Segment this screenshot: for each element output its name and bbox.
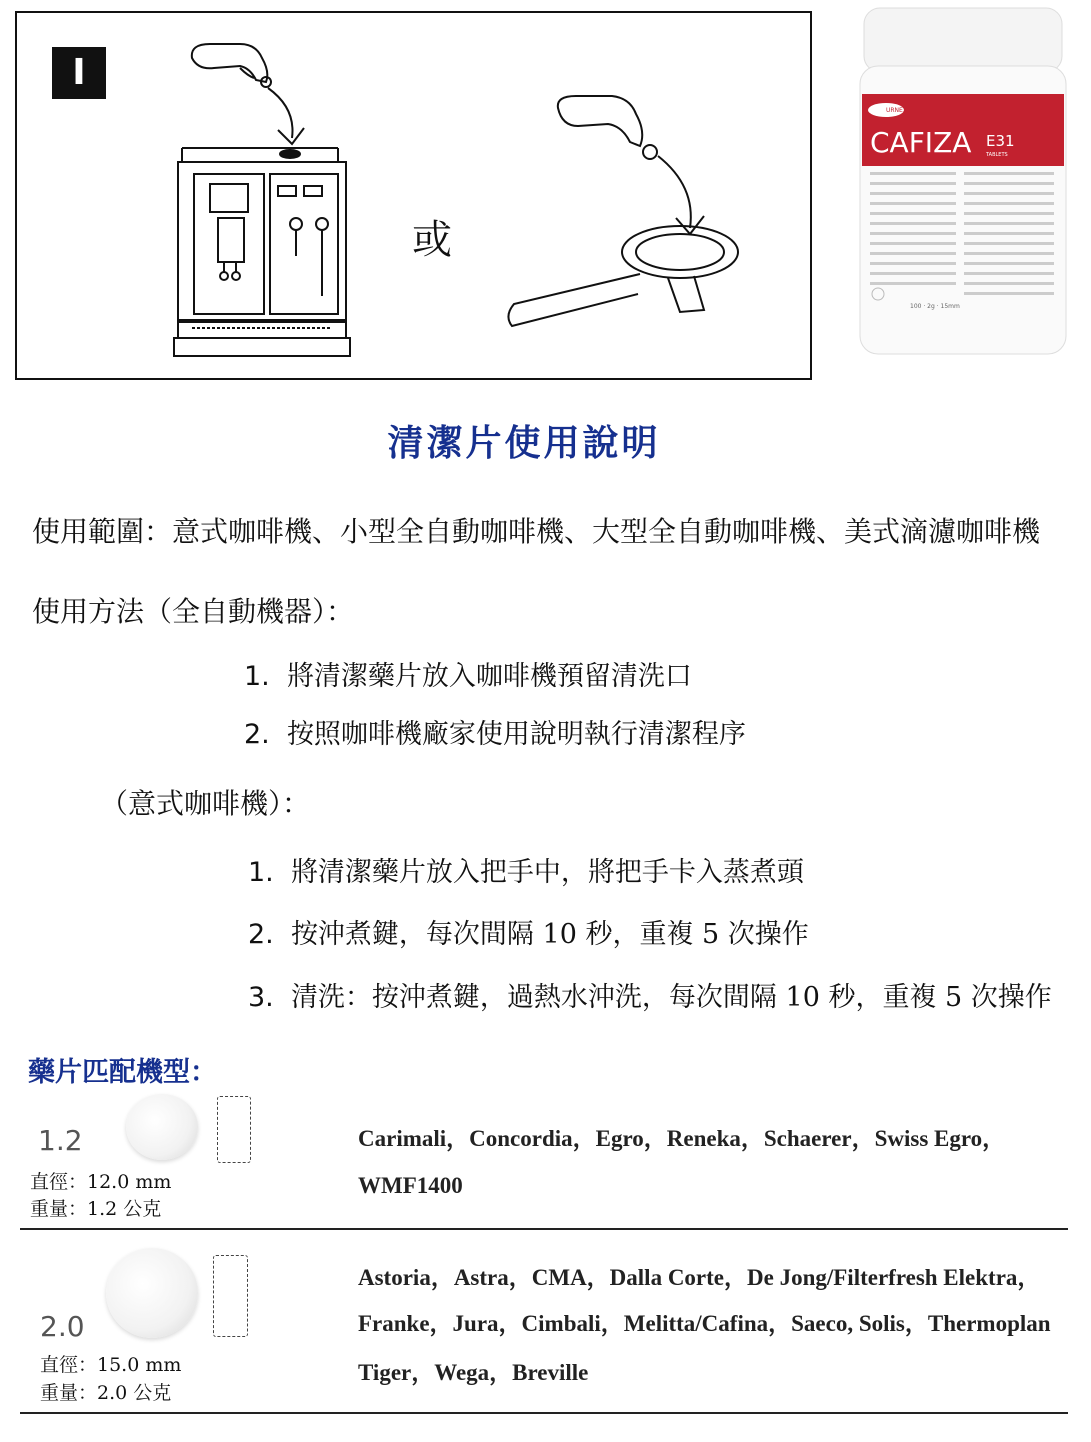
tablet-diameter: 直徑：15.0 mm (40, 1354, 182, 1376)
product-sub: TABLETS (986, 152, 1008, 158)
espresso-method-heading: （意式咖啡機）： (100, 787, 311, 820)
step-number: 2. (248, 919, 274, 950)
auto-step-2 (244, 712, 746, 751)
tablet-models-line: Carimali，Concordia，Egro，Reneka，Schaerer，Swiss Egro， (358, 1126, 1006, 1151)
tablet-small-image (126, 1094, 198, 1160)
tablet-diameter: 直徑：12.0 mm (30, 1171, 172, 1193)
tablet-matching-title: 藥片匹配機型： (28, 1057, 217, 1088)
divider (20, 1228, 1068, 1230)
product-footer: 100 · 2g · 15mm (910, 303, 960, 310)
step-text: 將清潔藥片放入咖啡機預留清洗口 (286, 661, 692, 692)
espresso-step-1 (248, 850, 804, 889)
coffee-machine-icon (170, 38, 360, 360)
tablet-weight: 重量：2.0 公克 (40, 1382, 172, 1404)
step-number: 3. (248, 982, 274, 1013)
cafiza-product-jar (858, 6, 1068, 358)
step-number: 1. (244, 661, 270, 692)
step-text: 按照咖啡機廠家使用說明執行清潔程序 (286, 719, 746, 750)
product-name: CAFIZA (870, 126, 972, 159)
tablet-size-label: 2.0 (40, 1310, 85, 1343)
espresso-step-2 (248, 912, 809, 951)
tablet-models-line: Astoria，Astra，CMA，Dalla Corte，De Jong/Filterfresh Elektra， (358, 1265, 1041, 1290)
usage-scope: 使用範圍：意式咖啡機、小型全自動咖啡機、大型全自動咖啡機、美式滴濾咖啡機 (32, 515, 1041, 548)
auto-step-1 (244, 654, 692, 693)
tablet-large-outline (213, 1255, 248, 1337)
step-text: 按沖煮鍵，每次間隔 10 秒，重複 5 次操作 (290, 919, 809, 950)
tablet-large-image (106, 1248, 198, 1338)
step-number: 2. (244, 719, 270, 750)
tablet-models-line: Tiger，Wega，Breville (358, 1360, 589, 1385)
page-title: 清潔片使用說明 (387, 422, 661, 464)
step-badge: I (52, 47, 106, 99)
tablet-models-line: Franke，Jura，Cimbali，Melitta/Cafina，Saeco, Solis，Thermoplan (358, 1311, 1051, 1336)
tablet-small-outline (217, 1096, 251, 1163)
tablet-size-label: 1.2 (38, 1124, 83, 1157)
tablet-weight: 重量：1.2 公克 (30, 1198, 162, 1220)
step-number: 1. (248, 857, 274, 888)
or-label: 或 (412, 217, 452, 263)
step-text: 將清潔藥片放入把手中，將把手卡入蒸煮頭 (290, 857, 804, 888)
tablet-models-line: WMF1400 (358, 1173, 463, 1198)
product-brand: URNEX (886, 107, 907, 114)
espresso-step-3 (248, 975, 1052, 1014)
auto-method-heading: 使用方法（全自動機器）： (32, 595, 355, 628)
step-text: 清洗：按沖煮鍵，過熱水沖洗，每次間隔 10 秒，重複 5 次操作 (290, 982, 1052, 1013)
divider (20, 1412, 1068, 1414)
product-code: E31 (986, 132, 1015, 150)
portafilter-icon (500, 94, 745, 344)
